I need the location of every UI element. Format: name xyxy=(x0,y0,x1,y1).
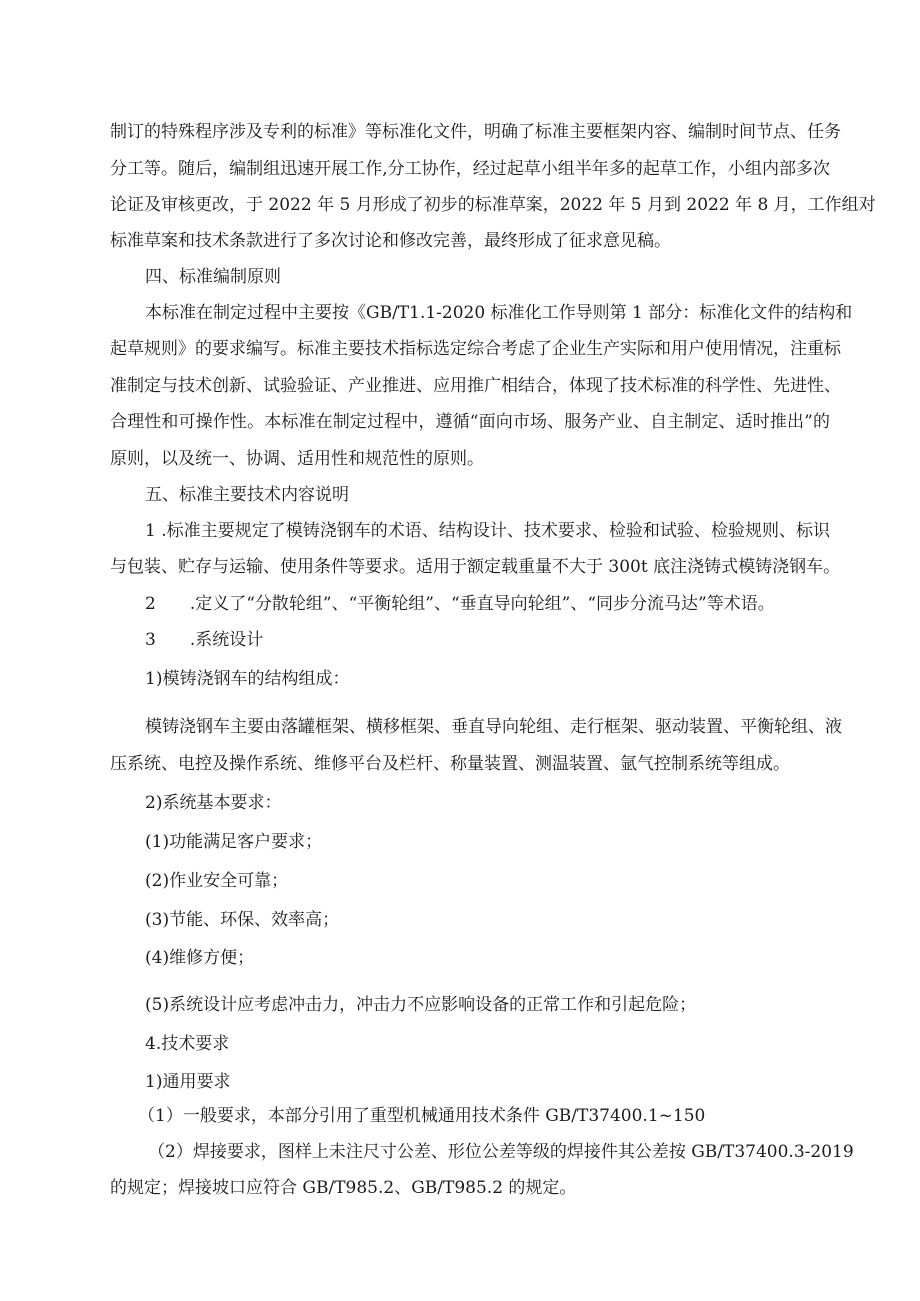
subsection-heading: 2)系统基本要求： xyxy=(145,793,282,813)
paragraph-line: 本标准在制定过程中主要按《GB/T1.1-2020 标准化工作导则第 1 部分：标准化文件的结构和 xyxy=(145,303,853,323)
paragraph-line: 1 .标准主要规定了模铸浇钢车的术语、结构设计、技术要求、检验和试验、检验规则、标识 xyxy=(145,521,830,541)
list-item: 3 .系统设计 xyxy=(145,630,264,650)
section-heading: 四、标准编制原则 xyxy=(145,267,281,287)
paragraph-line: 的规定；焊接坡口应符合 GB/T985.2、GB/T985.2 的规定。 xyxy=(110,1178,577,1198)
paragraph-line: 合理性和可操作性。本标准在制定过程中，遵循“面向市场、服务产业、自主制定、适时推出”的 xyxy=(110,412,830,432)
paragraph-line: 标准草案和技术条款进行了多次讨论和修改完善，最终形成了征求意见稿。 xyxy=(110,231,671,251)
paragraph-line: 与包装、贮存与运输、使用条件等要求。适用于额定载重量不大于 300t 底注浇铸式模铸浇钢车。 xyxy=(110,557,841,577)
list-item: (1)功能满足客户要求； xyxy=(145,832,323,852)
paragraph-line: 制订的特殊程序涉及专利的标准》等标准化文件，明确了标准主要框架内容、编制时间节点、任务 xyxy=(110,122,841,142)
subsection-heading: 1)通用要求 xyxy=(145,1072,231,1092)
list-item: (2)作业安全可靠； xyxy=(145,871,289,891)
list-item: 2 .定义了“分散轮组”、“平衡轮组”、“垂直导向轮组”、“同步分流马达”等术语。 xyxy=(145,594,775,614)
paragraph-line: 原则，以及统一、协调、适用性和规范性的原则。 xyxy=(110,449,484,469)
list-item: （1）一般要求，本部分引用了重型机械通用技术条件 GB/T37400.1~150 xyxy=(138,1106,706,1126)
paragraph-line: 论证及审核更改，于 2022 年 5 月形成了初步的标准草案，2022 年 5 月到 2022 年 8 月，工作组对 xyxy=(110,195,876,215)
list-item: (3)节能、环保、效率高； xyxy=(145,910,340,930)
paragraph-line: 压系统、电控及操作系统、维修平台及栏杆、称量装置、测温装置、氩气控制系统等组成。 xyxy=(110,754,790,774)
paragraph-line: 分工等。随后，编制组迅速开展工作,分工协作，经过起草小组半年多的起草工作，小组内部多次 xyxy=(110,159,830,179)
section-heading: 五、标准主要技术内容说明 xyxy=(145,485,349,505)
list-item: (4)维修方便； xyxy=(145,948,255,968)
paragraph-line: 起草规则》的要求编写。标准主要技术指标选定综合考虑了企业生产实际和用户使用情况，注重标 xyxy=(110,339,841,359)
paragraph-line: 模铸浇钢车主要由落罐框架、横移框架、垂直导向轮组、走行框架、驱动装置、平衡轮组、液 xyxy=(145,717,842,737)
paragraph-line: 准制定与技术创新、试验验证、产业推进、应用推广相结合，体现了技术标准的科学性、先进性、 xyxy=(110,376,841,396)
subsection-heading: 4.技术要求 xyxy=(145,1034,230,1054)
paragraph-line: （2）焊接要求，图样上未注尺寸公差、形位公差等级的焊接件其公差按 GB/T37400.3-2019 xyxy=(148,1142,854,1162)
list-item: (5)系统设计应考虑冲击力，冲击力不应影响设备的正常工作和引起危险； xyxy=(145,995,697,1015)
subsection-heading: 1)模铸浇钢车的结构组成： xyxy=(145,669,350,689)
